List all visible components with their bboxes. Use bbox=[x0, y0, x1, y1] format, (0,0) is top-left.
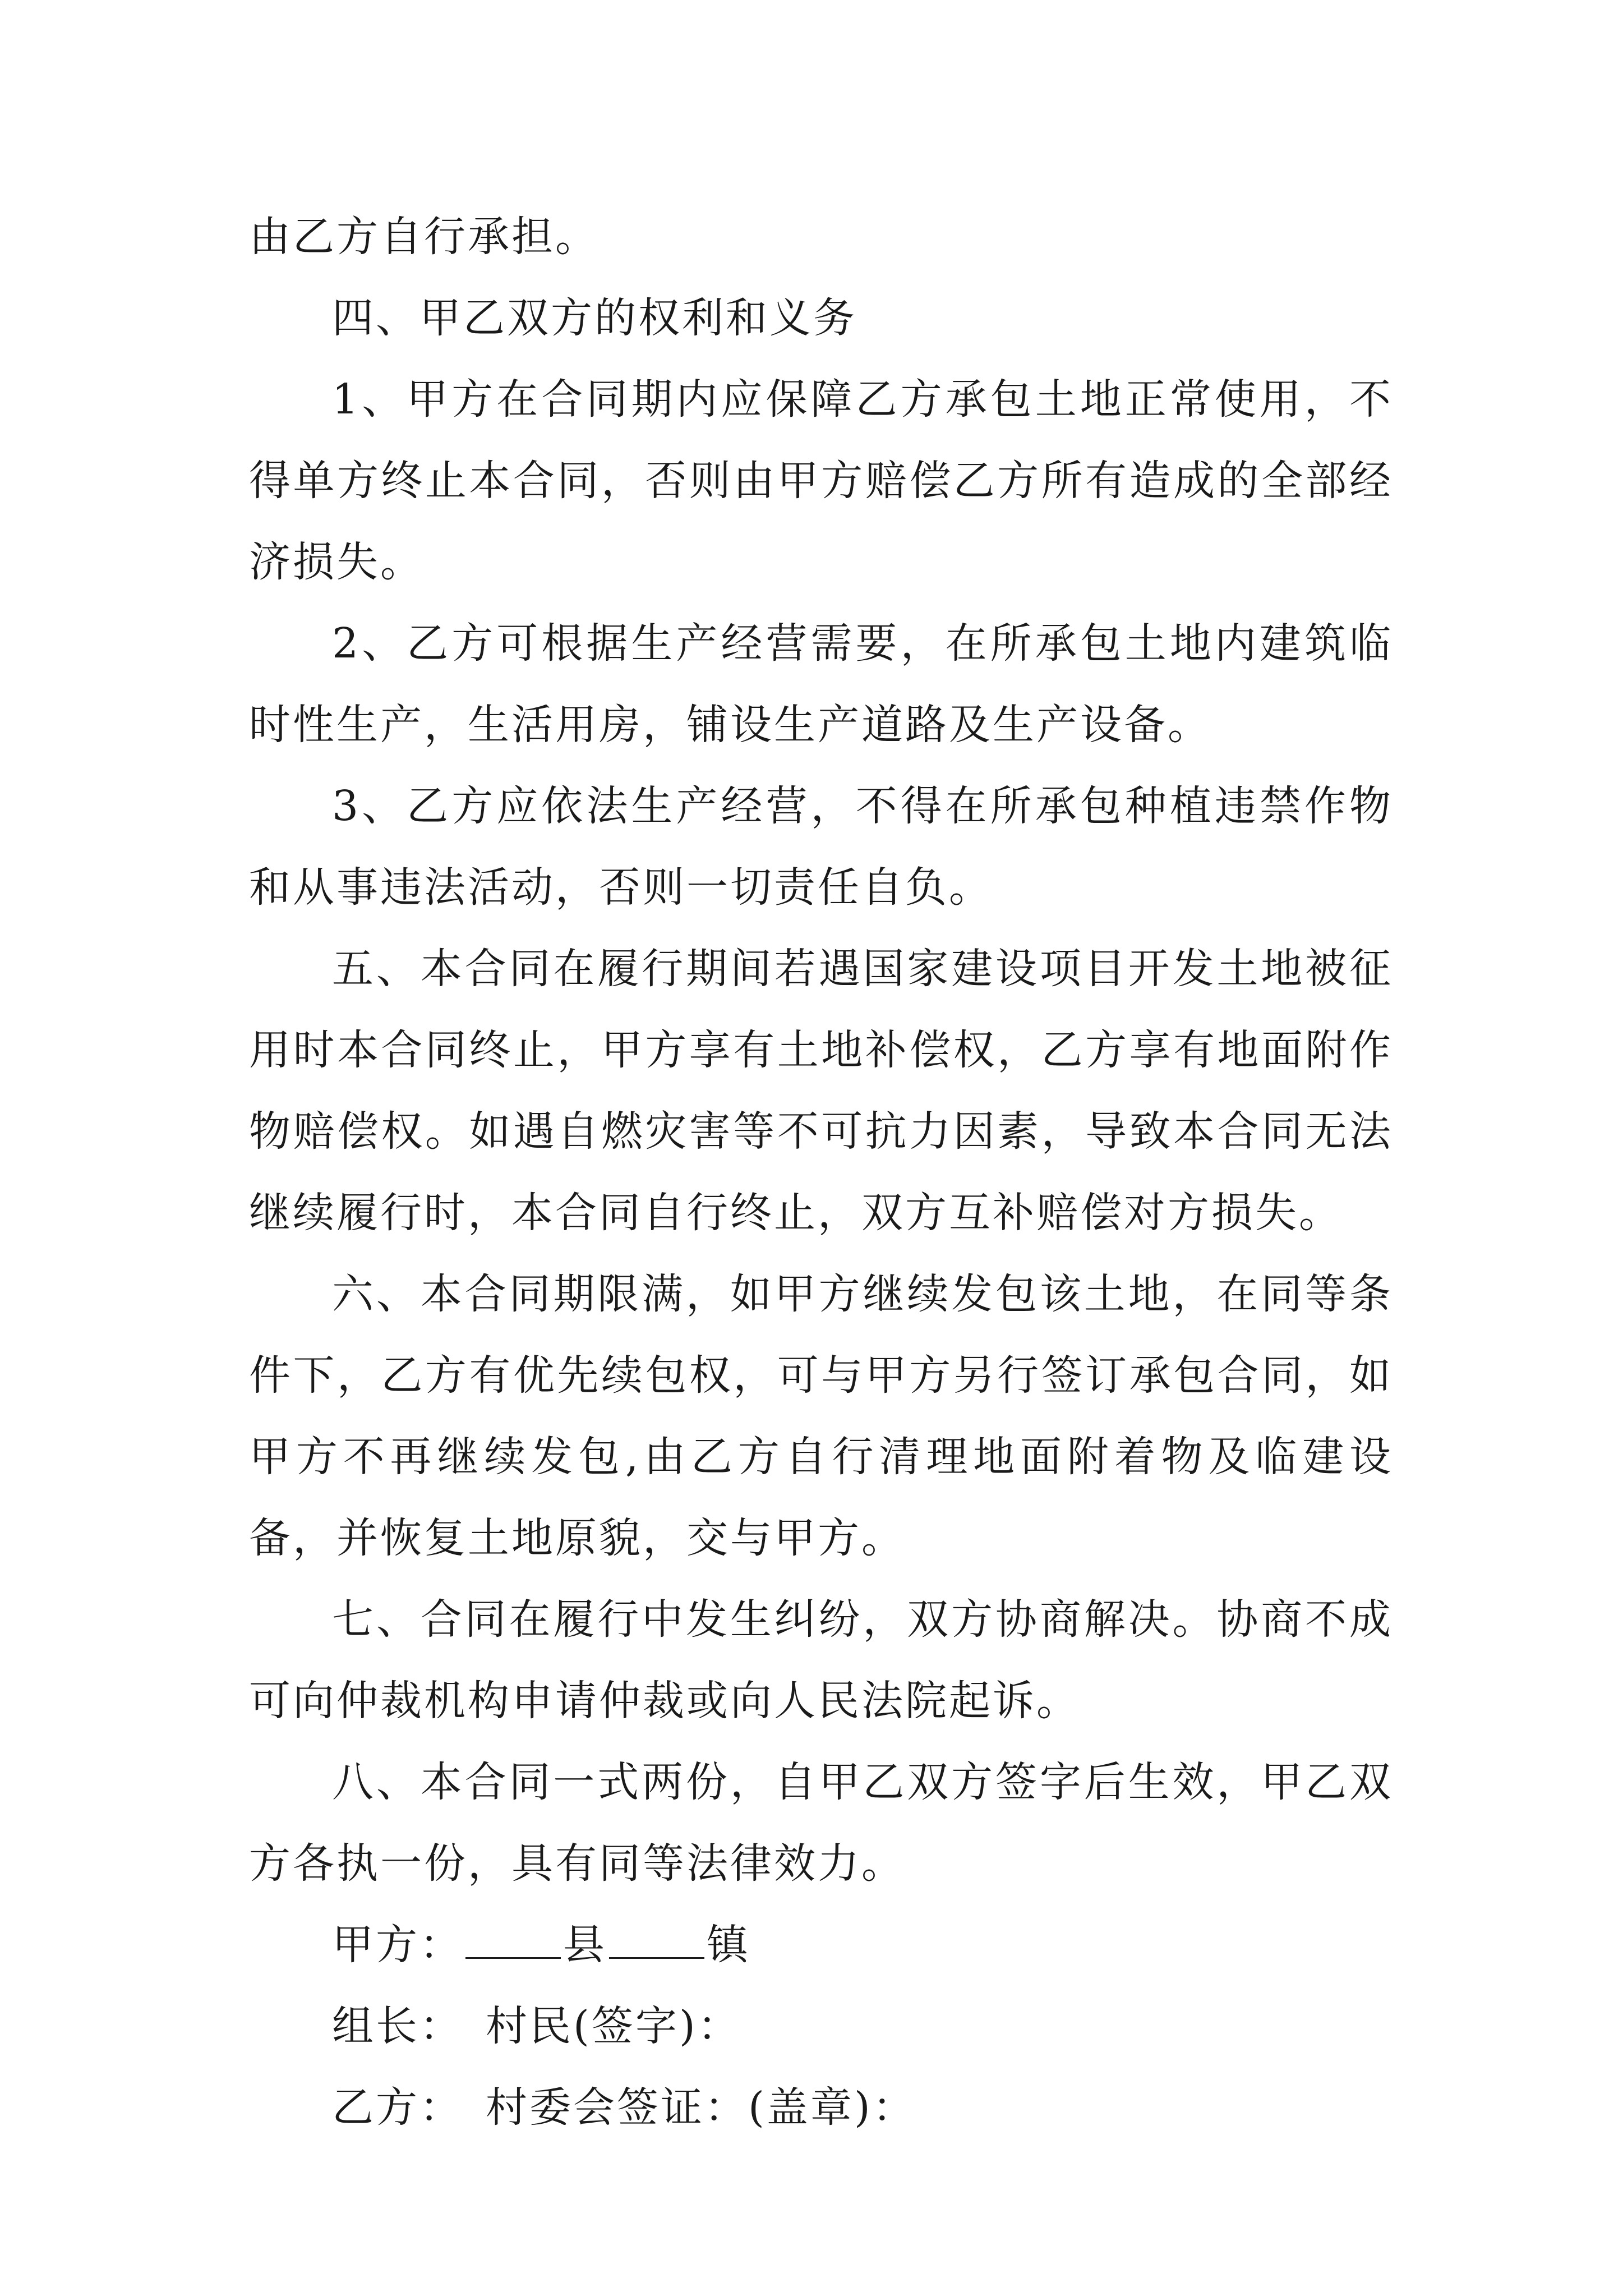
leader-line bbox=[249, 1986, 1393, 2067]
section-5: 五、本合同在履行期间若遇国家建设项目开发土地被征用时本合同终止，甲方享有土地补偿权，乙方享有地面附作物赔偿权。如遇自燃灾害等不可抗力因素，导致本合同无法继续履行时，本合同自行终止，双方互补赔偿对方损失。 bbox=[249, 945, 1393, 1237]
committee-seal-label: 村委会签证：(盖章)： bbox=[486, 2083, 916, 2132]
town-label: 镇 bbox=[707, 1921, 750, 1969]
county-blank bbox=[465, 1925, 561, 1959]
section-7: 七、合同在履行中发生纠纷，双方协商解决。协商不成可向仲裁机构申请仲裁或向人民法院起诉。 bbox=[249, 1595, 1393, 1725]
party-a-label: 甲方： bbox=[332, 1921, 463, 1969]
party-b-line bbox=[249, 2067, 1393, 2148]
clause-3: 3、乙方应依法生产经营，不得在所承包种植违禁作物和从事违法活动，否则一切责任自负。 bbox=[249, 782, 1393, 912]
clause-2: 2、乙方可根据生产经营需要，在所承包土地内建筑临时性生产，生活用房，铺设生产道路及生产设备。 bbox=[249, 619, 1393, 749]
clause-1: 1、甲方在合同期内应保障乙方承包土地正常使用，不得单方终止本合同，否则由甲方赔偿乙方所有造成的全部经济损失。 bbox=[249, 375, 1393, 586]
section-8: 八、本合同一式两份，自甲乙双方签字后生效，甲乙双方各执一份，具有同等法律效力。 bbox=[249, 1758, 1393, 1888]
county-label: 县 bbox=[563, 1921, 607, 1969]
document-page bbox=[249, 196, 1393, 2148]
leader-label: 组长： bbox=[332, 2002, 463, 2050]
section-6: 六、本合同期限满，如甲方继续发包该土地，在同等条件下，乙方有优先续包权，可与甲方另行签订承包合同，如甲方不再继续发包,由乙方自行清理地面附着物及临建设备，并恢复土地原貌，交与甲方。 bbox=[249, 1270, 1393, 1562]
town-blank bbox=[609, 1925, 704, 1959]
party-b-label: 乙方： bbox=[332, 2083, 463, 2132]
villager-signature-label: 村民(签字)： bbox=[486, 2002, 741, 2050]
paragraph-continuation: 由乙方自行承担。 bbox=[249, 213, 599, 261]
section-heading-rights: 四、甲乙双方的权利和义务 bbox=[332, 294, 857, 342]
party-a-line bbox=[249, 1904, 1393, 1986]
